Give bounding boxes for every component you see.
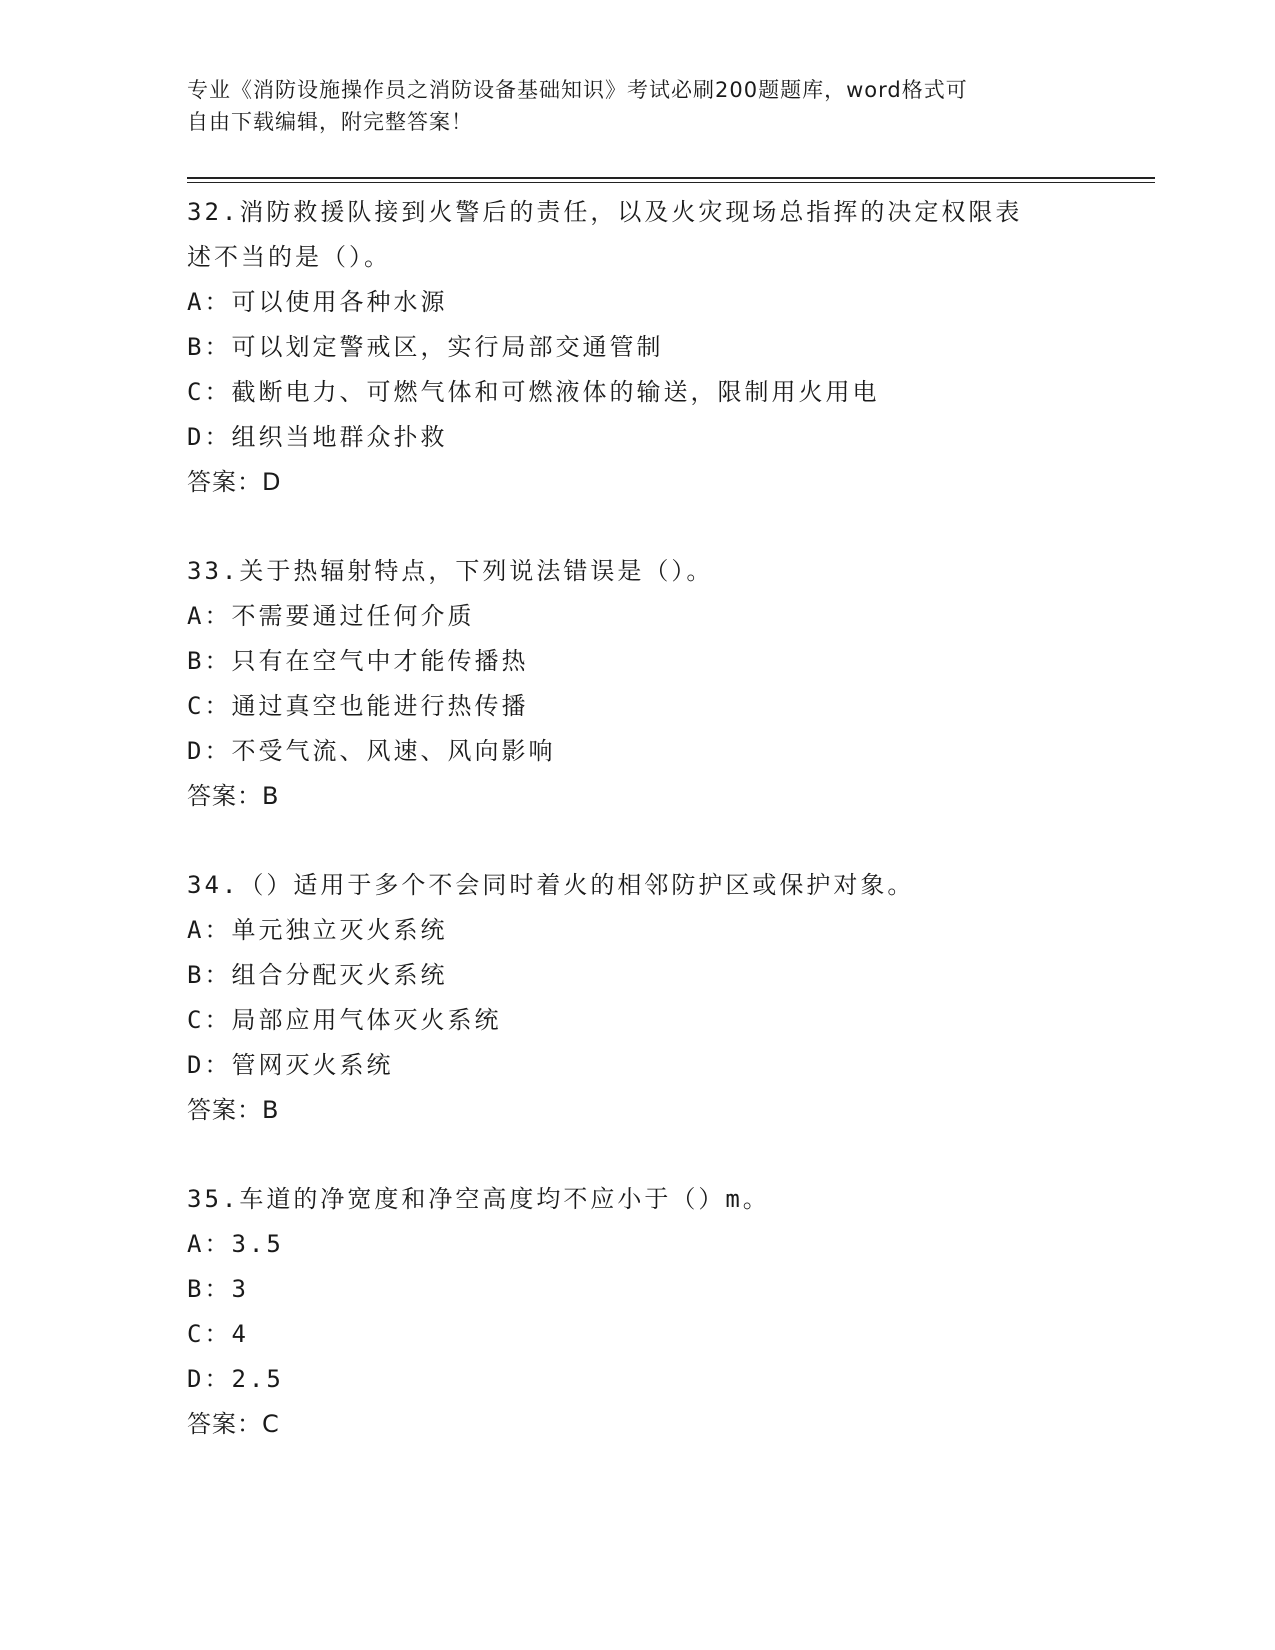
question-35	[187, 1177, 1087, 1447]
option-c: C：通过真空也能进行热传播	[187, 692, 529, 720]
answer: 答案：B	[187, 782, 280, 810]
option-c: C：截断电力、可燃气体和可燃液体的输送，限制用火用电	[187, 378, 880, 406]
header-divider-thin	[187, 182, 1155, 183]
option-b: B：3	[187, 1275, 249, 1303]
question-32	[187, 190, 1087, 505]
answer: 答案：B	[187, 1096, 280, 1124]
option-d: D：2.5	[187, 1365, 284, 1393]
option-b: B：可以划定警戒区，实行局部交通管制	[187, 333, 664, 361]
option-c: C：4	[187, 1320, 249, 1348]
question-stem: 35.车道的净宽度和净空高度均不应小于（）m。	[187, 1185, 770, 1213]
option-a: A：可以使用各种水源	[187, 288, 448, 316]
question-stem: 33.关于热辐射特点，下列说法错误是（）。	[187, 557, 714, 585]
option-b: B：只有在空气中才能传播热	[187, 647, 529, 675]
document-header	[187, 74, 1087, 138]
header-divider-thick	[187, 177, 1155, 179]
option-a: A：不需要通过任何介质	[187, 602, 475, 630]
option-a: A：3.5	[187, 1230, 284, 1258]
option-b: B：组合分配灭火系统	[187, 961, 448, 989]
option-d: D：管网灭火系统	[187, 1051, 394, 1079]
option-d: D：组织当地群众扑救	[187, 423, 448, 451]
option-d: D：不受气流、风速、风向影响	[187, 737, 556, 765]
question-list	[187, 190, 1087, 1491]
question-stem-continued: 述不当的是（）。	[187, 243, 391, 271]
option-a: A：单元独立灭火系统	[187, 916, 448, 944]
question-33	[187, 549, 1087, 819]
question-stem: 32.消防救援队接到火警后的责任，以及火灾现场总指挥的决定权限表	[187, 198, 1023, 226]
answer: 答案：D	[187, 468, 282, 496]
question-34	[187, 863, 1087, 1133]
header-line-1: 专业《消防设施操作员之消防设备基础知识》考试必刷200题题库，word格式可	[187, 78, 968, 102]
question-stem: 34.（）适用于多个不会同时着火的相邻防护区或保护对象。	[187, 871, 915, 899]
header-line-2: 自由下载编辑，附完整答案！	[187, 110, 473, 134]
answer: 答案：C	[187, 1410, 280, 1438]
option-c: C：局部应用气体灭火系统	[187, 1006, 502, 1034]
